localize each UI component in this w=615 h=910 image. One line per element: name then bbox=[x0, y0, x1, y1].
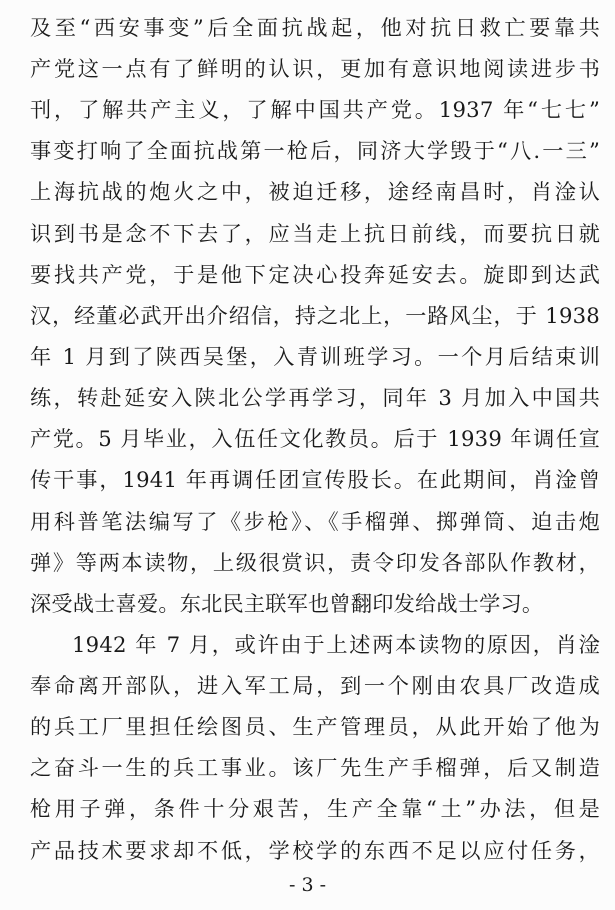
text-line: 奉命离开部队，进入军工局，到一个刚由农具厂改造成 bbox=[30, 673, 600, 698]
text-line: 事变打响了全面抗战第一枪后，同济大学毁于“八.一三” bbox=[30, 138, 600, 163]
text-line: 之奋斗一生的兵工事业。该厂先生产手榴弹，后又制造 bbox=[30, 755, 600, 780]
text-line: 弹》等两本读物，上级很赏识，责令印发各部队作教材， bbox=[30, 550, 600, 575]
text-line: 的兵工厂里担任绘图员、生产管理员，从此开始了他为 bbox=[30, 714, 600, 739]
text-line: 要找共产党，于是他下定决心投奔延安去。旋即到达武 bbox=[30, 262, 600, 287]
text-line: 产品技术要求却不低，学校学的东西不足以应付任务， bbox=[30, 838, 600, 863]
page-number: - 3 - bbox=[288, 874, 326, 896]
text-line-paragraph-start: 1942 年 7 月，或许由于上述两本读物的原因，肖淦 bbox=[72, 632, 600, 657]
text-line: 识到书是念不下去了，应当走上抗日前线，而要抗日就 bbox=[30, 221, 600, 246]
text-line: 上海抗战的炮火之中，被迫迁移，途经南昌时，肖淦认 bbox=[30, 179, 600, 204]
text-line: 汉，经董必武开出介绍信，持之北上，一路风尘，于 1938 bbox=[30, 303, 600, 328]
text-line: 传干事，1941 年再调任团宣传股长。在此期间，肖淦曾 bbox=[30, 467, 600, 492]
text-line: 及至“西安事变”后全面抗战起，他对抗日救亡要靠共 bbox=[30, 15, 600, 40]
text-line: 练，转赴延安入陕北公学再学习，同年 3 月加入中国共 bbox=[30, 385, 600, 410]
text-line: 深受战士喜爱。东北民主联军也曾翻印发给战士学习。 bbox=[30, 591, 544, 616]
text-line: 产党这一点有了鲜明的认识，更加有意识地阅读进步书 bbox=[30, 56, 600, 81]
text-line: 用科普笔法编写了《步枪》、《手榴弹、掷弹筒、迫击炮 bbox=[30, 509, 600, 534]
text-line: 年 1 月到了陕西吴堡，入青训班学习。一个月后结束训 bbox=[30, 344, 600, 369]
text-line: 产党。5 月毕业，入伍任文化教员。后于 1939 年调任宣 bbox=[30, 426, 600, 451]
text-line: 枪用子弹，条件十分艰苦，生产全靠“土”办法，但是 bbox=[30, 796, 600, 821]
text-line: 刊，了解共产主义，了解中国共产党。1937 年“七七” bbox=[30, 97, 600, 122]
